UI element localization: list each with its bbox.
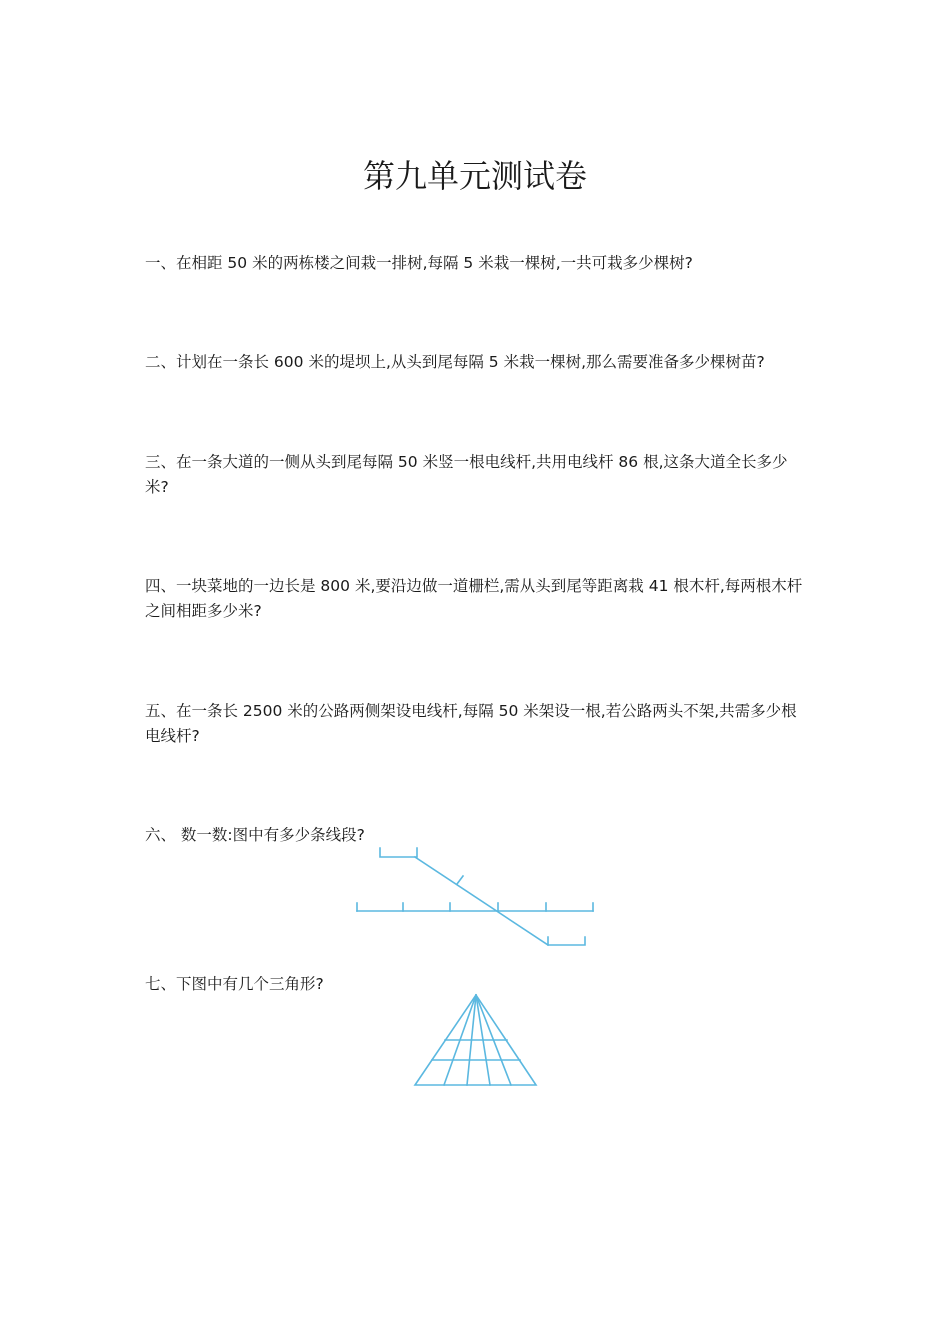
question-4: 四、一块菜地的一边长是 800 米,要沿边做一道栅栏,需从头到尾等距离栽 41 根木杆,每两根木杆之间相距多少米? [145,577,803,620]
question-6: 六、 数一数:图中有多少条线段? [145,826,365,844]
question-1: 一、在相距 50 米的两栋楼之间栽一排树,每隔 5 米栽一棵树,一共可栽多少棵树? [145,254,693,272]
question-2: 二、计划在一条长 600 米的堤坝上,从头到尾每隔 5 米栽一棵树,那么需要准备多少棵树苗? [145,353,765,371]
triangle-figure [405,990,545,1090]
diagonal-tick [457,876,463,884]
bottom-bracket [548,937,585,945]
question-7: 七、下图中有几个三角形? [145,975,324,993]
diagonal-line [415,857,548,945]
line-segments-figure [345,840,605,955]
question-5: 五、在一条长 2500 米的公路两侧架设电线杆,每隔 50 米架设一根,若公路两头不架,共需多少根电线杆? [145,702,797,745]
question-3: 三、在一条大道的一侧从头到尾每隔 50 米竖一根电线杆,共用电线杆 86 根,这条大道全长多少米? [145,453,788,496]
top-bracket [380,848,417,857]
page-title: 第九单元测试卷 [362,157,587,195]
